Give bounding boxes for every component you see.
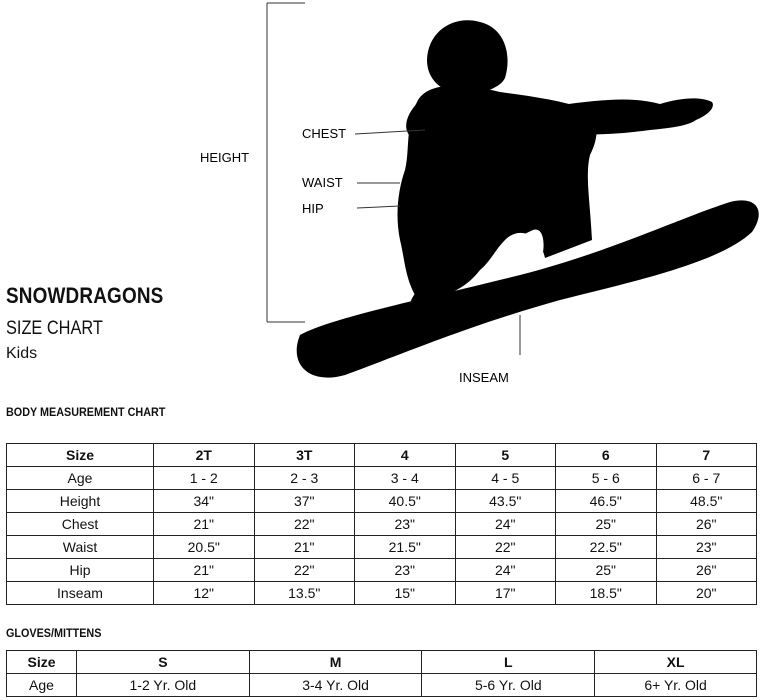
table-cell: 13.5" (254, 582, 355, 605)
table-row (7, 674, 757, 697)
waist-label: WAIST (302, 175, 343, 190)
row-label: Chest (7, 513, 154, 536)
table-cell: 6 - 7 (656, 467, 757, 490)
brand-name: SNOWDRAGONS (6, 283, 164, 308)
header-cell: L (422, 651, 595, 674)
row-label: Hip (7, 559, 154, 582)
height-label: HEIGHT (200, 150, 250, 165)
table-cell: 18.5" (556, 582, 657, 605)
table-row (7, 536, 757, 559)
chest-label: CHEST (302, 126, 347, 141)
size-chart-title: SIZE CHART (6, 318, 103, 339)
header-cell: XL (595, 651, 757, 674)
table-cell: 22" (254, 513, 355, 536)
header-cell: Size (7, 651, 77, 674)
audience-label: Kids (6, 345, 38, 362)
row-label: Age (7, 467, 154, 490)
table-cell: 24" (455, 513, 556, 536)
table-cell: 15" (355, 582, 456, 605)
snowboarder-silhouette (297, 20, 759, 377)
table-row (7, 467, 757, 490)
table-cell: 6+ Yr. Old (595, 674, 757, 697)
table-cell: 43.5" (455, 490, 556, 513)
body-measurement-table (6, 443, 757, 605)
header-cell: 7 (656, 444, 757, 467)
table-cell: 20.5" (154, 536, 255, 559)
table-cell: 3-4 Yr. Old (249, 674, 422, 697)
table-cell: 26" (656, 513, 757, 536)
table-cell: 37" (254, 490, 355, 513)
table-cell: 40.5" (355, 490, 456, 513)
header-cell: Size (7, 444, 154, 467)
table-cell: 23" (656, 536, 757, 559)
gloves-mittens-table (6, 650, 757, 697)
table-cell: 4 - 5 (455, 467, 556, 490)
table-cell: 17" (455, 582, 556, 605)
table-cell: 22" (455, 536, 556, 559)
table-row (7, 559, 757, 582)
inseam-label: INSEAM (459, 370, 509, 385)
table-cell: 25" (556, 513, 657, 536)
table-cell: 12" (154, 582, 255, 605)
row-label: Waist (7, 536, 154, 559)
table-cell: 21" (154, 513, 255, 536)
table-cell: 22.5" (556, 536, 657, 559)
table-cell: 46.5" (556, 490, 657, 513)
header-cell: S (77, 651, 250, 674)
row-label: Height (7, 490, 154, 513)
table-header-row (7, 444, 757, 467)
row-label: Age (7, 674, 77, 697)
hip-label: HIP (302, 201, 324, 216)
table-cell: 21" (154, 559, 255, 582)
body-chart-title: BODY MEASUREMENT CHART (6, 405, 166, 419)
table-cell: 34" (154, 490, 255, 513)
table-row (7, 513, 757, 536)
table-cell: 22" (254, 559, 355, 582)
table-cell: 2 - 3 (254, 467, 355, 490)
table-cell: 21.5" (355, 536, 456, 559)
table-cell: 23" (355, 559, 456, 582)
table-row (7, 490, 757, 513)
table-cell: 25" (556, 559, 657, 582)
row-label: Inseam (7, 582, 154, 605)
header-cell: M (249, 651, 422, 674)
table-cell: 5-6 Yr. Old (422, 674, 595, 697)
table-row (7, 582, 757, 605)
table-cell: 48.5" (656, 490, 757, 513)
header-cell: 5 (455, 444, 556, 467)
table-cell: 26" (656, 559, 757, 582)
header-cell: 4 (355, 444, 456, 467)
table-cell: 3 - 4 (355, 467, 456, 490)
header-cell: 2T (154, 444, 255, 467)
gloves-chart-title: GLOVES/MITTENS (6, 626, 102, 640)
table-cell: 24" (455, 559, 556, 582)
table-cell: 20" (656, 582, 757, 605)
table-header-row (7, 651, 757, 674)
table-cell: 23" (355, 513, 456, 536)
table-cell: 21" (254, 536, 355, 559)
table-cell: 5 - 6 (556, 467, 657, 490)
header-cell: 3T (254, 444, 355, 467)
table-cell: 1-2 Yr. Old (77, 674, 250, 697)
table-cell: 1 - 2 (154, 467, 255, 490)
height-bracket (267, 3, 305, 322)
header-cell: 6 (556, 444, 657, 467)
